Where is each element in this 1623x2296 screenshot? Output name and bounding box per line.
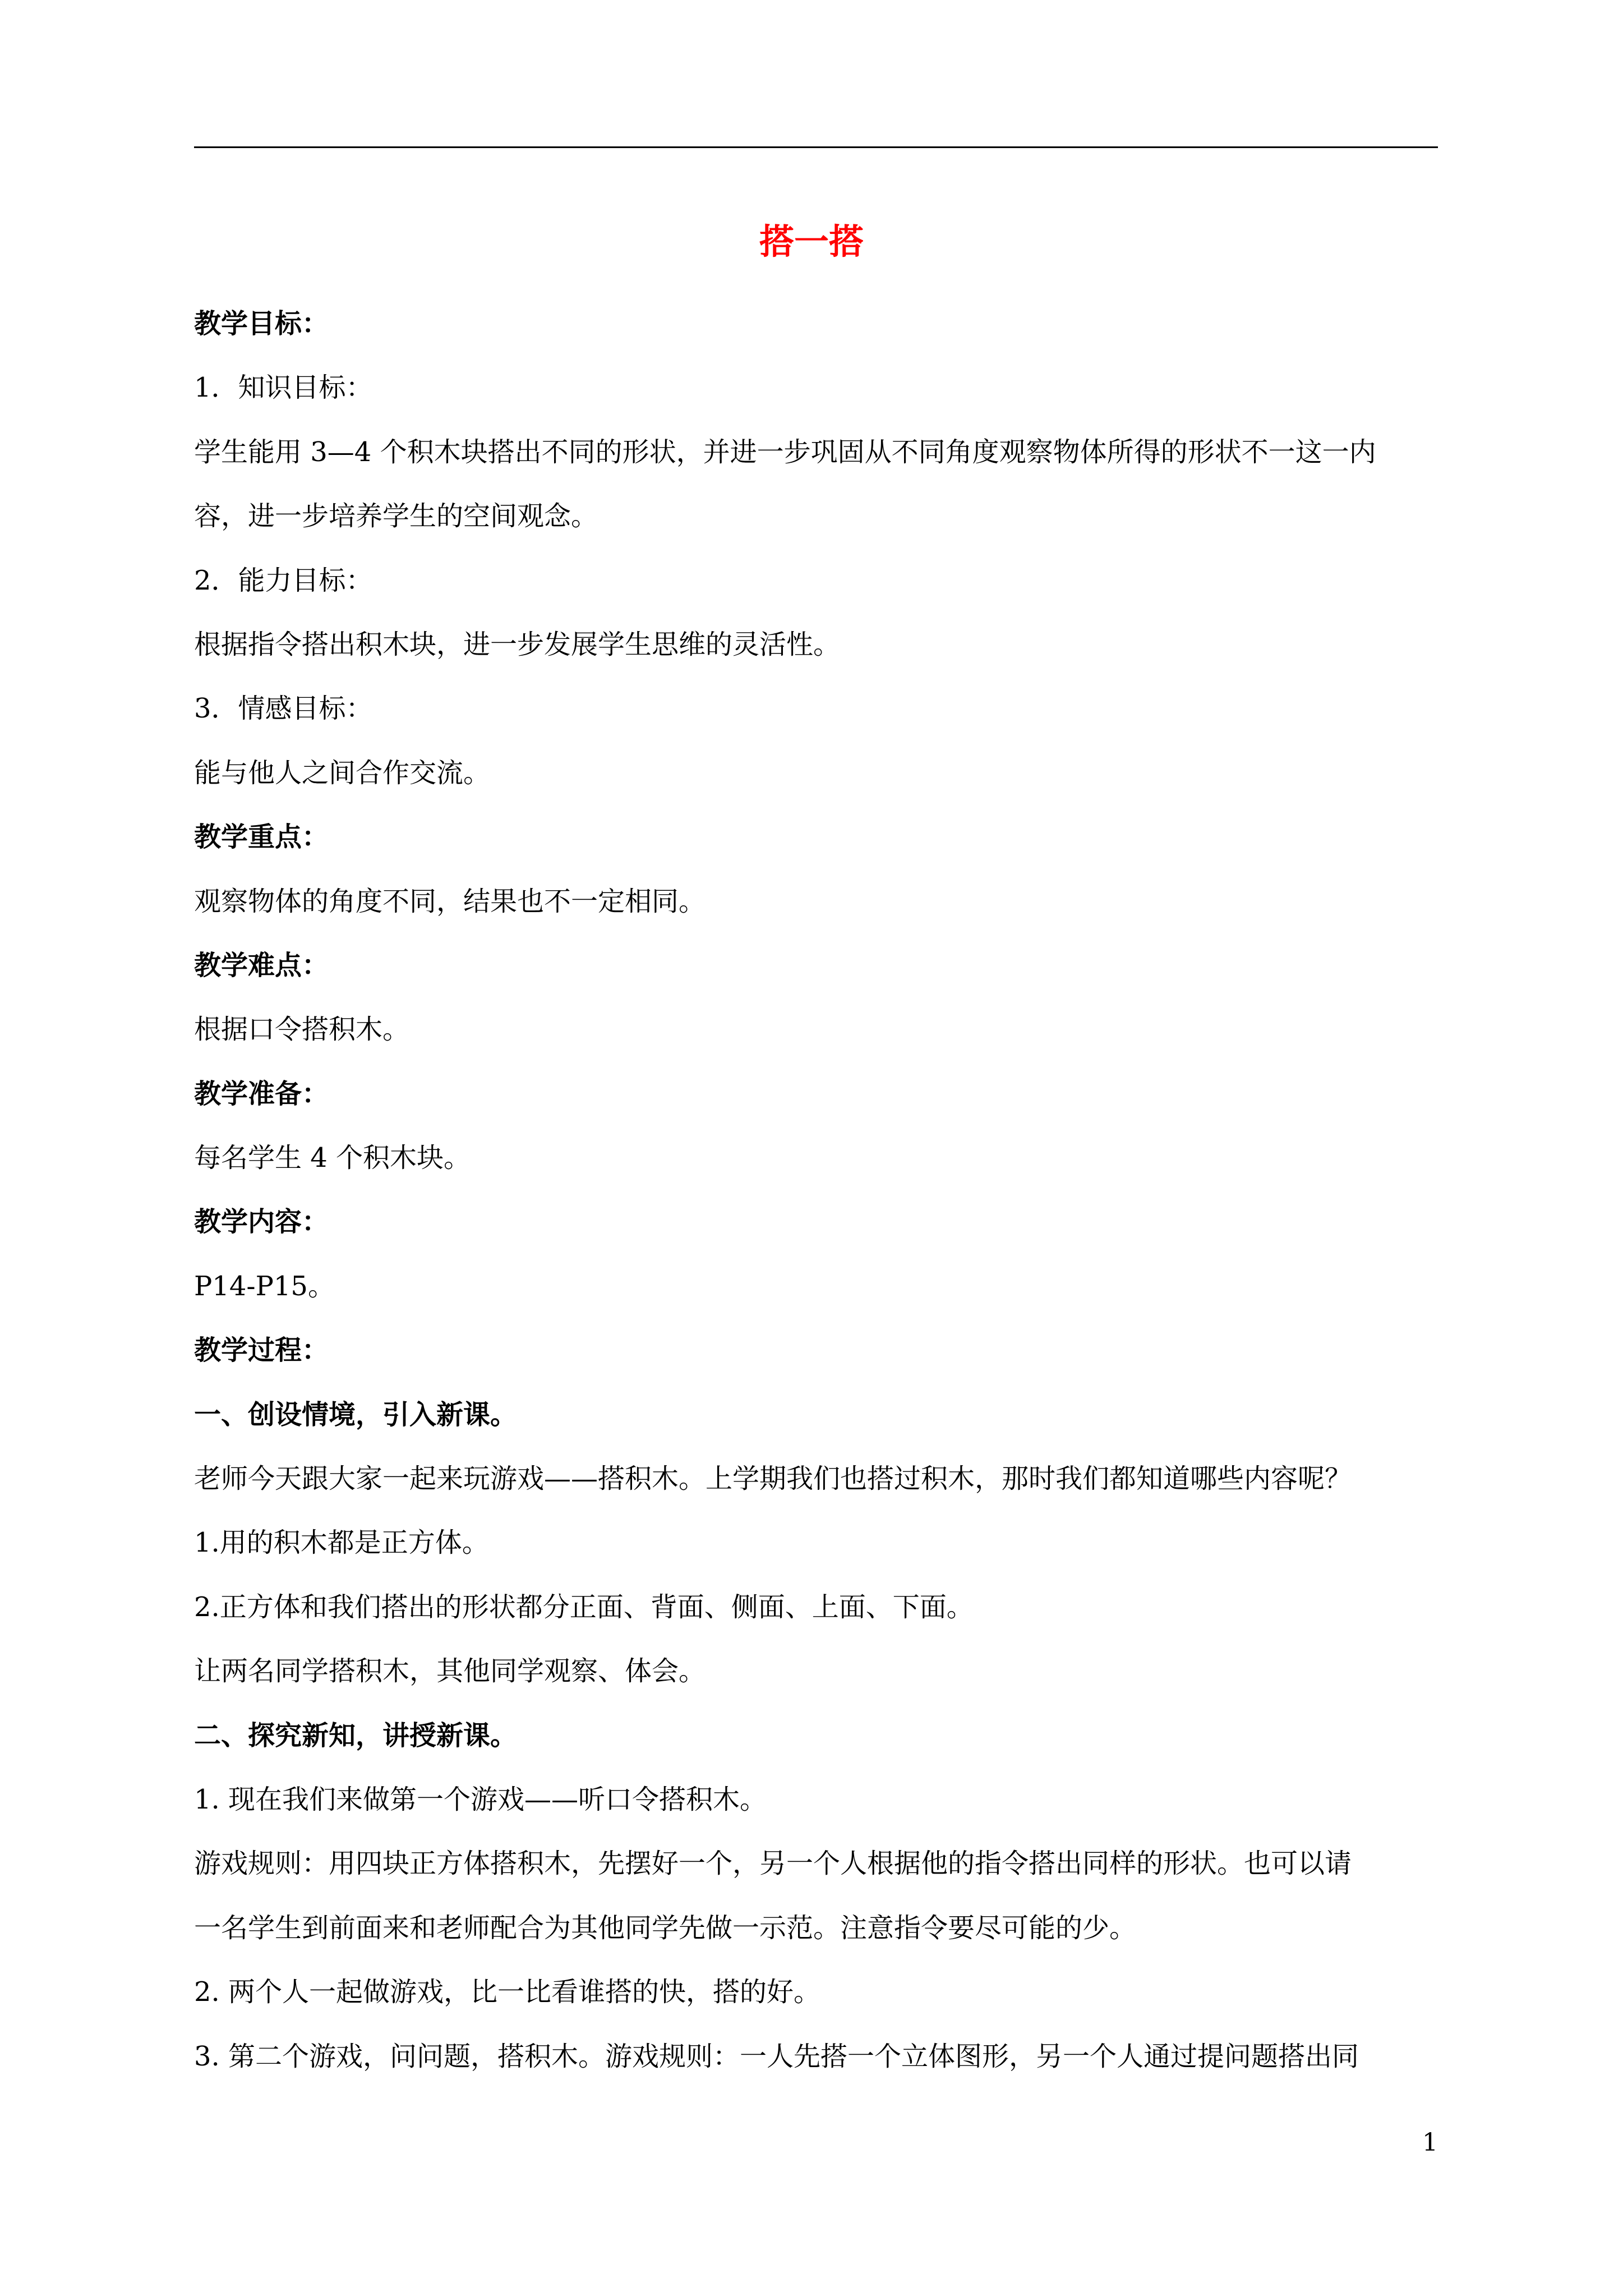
document-body — [194, 292, 1438, 2088]
section-heading: 一、创设情境，引入新课。 — [194, 1398, 518, 1430]
section-heading: 教学内容： — [194, 1206, 329, 1238]
section-heading: 教学重点： — [194, 821, 329, 853]
body-line: 1. 现在我们来做第一个游戏——听口令搭积木。 — [194, 1783, 767, 1815]
body-line: 2. 两个人一起做游戏，比一比看谁搭的快，搭的好。 — [194, 1976, 821, 2008]
page-number: 1 — [1422, 2128, 1438, 2157]
document-title: 搭一搭 — [759, 221, 864, 262]
body-line: 观察物体的角度不同，结果也不一定相同。 — [194, 885, 706, 917]
body-line: 让两名同学搭积木，其他同学观察、体会。 — [194, 1655, 706, 1687]
body-line: 游戏规则：用四块正方体搭积木，先摆好一个，另一个人根据他的指令搭出同样的形状。也可以请 — [194, 1848, 1352, 1880]
body-line: 学生能用 3—4 个积木块搭出不同的形状，并进一步巩固从不同角度观察物体所得的形状不一这一内 — [194, 436, 1376, 468]
section-heading: 教学难点： — [194, 949, 329, 981]
section-heading: 二、探究新知，讲授新课。 — [194, 1719, 518, 1751]
body-line: 1．知识目标： — [194, 372, 373, 404]
body-line: 每名学生 4 个积木块。 — [194, 1142, 471, 1174]
body-line: 一名学生到前面来和老师配合为其他同学先做一示范。注意指令要尽可能的少。 — [194, 1912, 1137, 1944]
body-line: 根据指令搭出积木块，进一步发展学生思维的灵活性。 — [194, 628, 841, 660]
body-line: 2．能力目标： — [194, 564, 373, 596]
body-line: 容，进一步培养学生的空间观念。 — [194, 500, 598, 532]
section-heading: 教学准备： — [194, 1078, 329, 1110]
body-line: 2.正方体和我们搭出的形状都分正面、背面、侧面、上面、下面。 — [194, 1591, 974, 1623]
header-rule — [194, 146, 1438, 148]
section-heading: 教学过程： — [194, 1335, 329, 1366]
body-line: P14-P15。 — [194, 1270, 335, 1302]
body-line: 老师今天跟大家一起来玩游戏——搭积木。上学期我们也搭过积木，那时我们都知道哪些内容呢？ — [194, 1463, 1352, 1495]
body-line: 能与他人之间合作交流。 — [194, 757, 491, 789]
body-line: 3．情感目标： — [194, 693, 373, 725]
section-heading: 教学目标： — [194, 308, 329, 339]
body-line: 1.用的积木都是正方体。 — [194, 1527, 489, 1559]
body-line: 3. 第二个游戏，问问题，搭积木。游戏规则：一人先搭一个立体图形，另一个人通过提问题搭出同 — [194, 2040, 1359, 2072]
body-line: 根据口令搭积木。 — [194, 1014, 410, 1046]
